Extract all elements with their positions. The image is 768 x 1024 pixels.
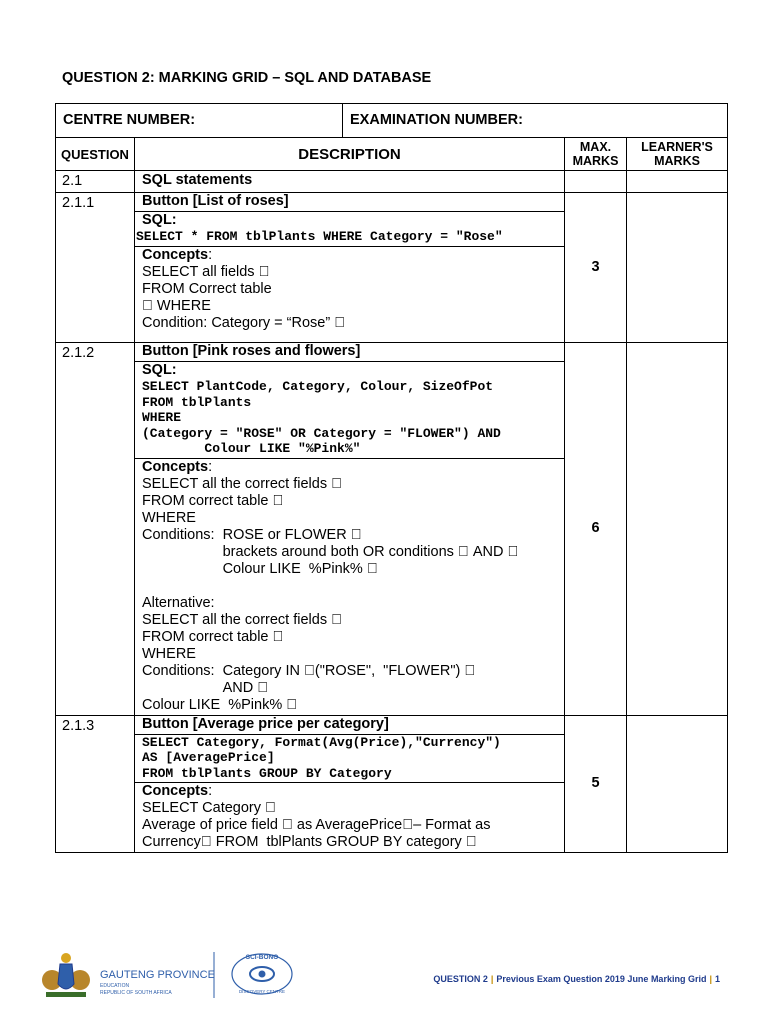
centre-number-label: CENTRE NUMBER: [56,104,343,138]
page-number: 1 [714,974,720,984]
learner-marks-cell [627,715,728,853]
sql-label: SQL: [142,212,177,228]
question-description [135,343,565,716]
footer-separator: | [490,974,494,984]
concepts-text: SELECT Category Average of price field as AveragePrice – Format as Currency FROM tblPlants GROUP BY category [142,800,477,850]
concepts-label: Concepts [142,458,209,475]
section-heading: SQL statements [135,171,565,193]
max-marks: 6 [565,343,627,716]
learner-marks-cell [627,193,728,343]
col-max-marks: MAX. MARKS [565,138,627,171]
scibono-bottom-text: DISCOVERY CENTRE [238,989,286,994]
scibono-top-text: SCI-BONO [245,954,279,961]
sql-block [135,212,564,247]
sql-block [135,362,564,459]
footer-separator: | [709,974,712,984]
concepts-block: Concepts: SELECT Category Average of price field as AveragePrice – Format as Currency FROM tblPlants GROUP BY category [135,783,564,852]
province-name: GAUTENG PROVINCE [100,969,215,981]
question-number: 2.1.2 [56,343,135,716]
concepts-label: Concepts [142,783,209,799]
sql-code: SELECT Category, Format(Avg(Price),"Currency") AS [AveragePrice] FROM tblPlants GROUP BY Category [142,734,501,781]
gauteng-crest-icon [38,950,298,1002]
sql-block [135,735,564,784]
concepts-text: SELECT all fields FROM Correct table WHERE Condition: Category = “Rose” [142,263,331,331]
department-name: EDUCATION [100,983,130,989]
country-name: REPUBLIC OF SOUTH AFRICA [100,990,172,996]
button-heading: Button [Average price per category] [135,716,564,735]
question-description [135,715,565,853]
col-question: QUESTION [56,138,135,171]
footer-caption [433,974,720,984]
question-number: 2.1.1 [56,193,135,343]
section-number: 2.1 [56,171,135,193]
concepts-text: SELECT all the correct fields FROM correct table WHERE Conditions: ROSE or FLOWER brackets around both OR conditions AND Colour LIKE %Pink% Alternative: SELECT all the correct fields FROM correct table WHERE Conditions: Category IN ("ROSE", "FLOWER") AND Colour LIKE %Pink% [142,475,496,713]
question-number: 2.1.3 [56,715,135,853]
sql-label: SQL: [142,362,177,378]
exam-number-label: EXAMINATION NUMBER: [343,104,728,138]
sql-code: SELECT PlantCode, Category, Colour, SizeOfPot FROM tblPlants WHERE (Category = "ROSE" OR Category = "FLOWER") AND Colour LIKE "%Pink%" [142,379,501,456]
learner-marks-cell [627,343,728,716]
marking-grid [55,103,728,853]
button-heading: Button [List of roses] [135,193,564,212]
concepts-label: Concepts [142,246,209,263]
page-title: QUESTION 2: MARKING GRID – SQL AND DATABASE [62,70,432,86]
question-description [135,193,565,343]
footer-description: Previous Exam Question 2019 June Marking Grid [496,974,707,984]
max-marks: 3 [565,193,627,343]
col-description: DESCRIPTION [135,138,565,171]
footer-logos [38,950,298,1002]
footer-question: QUESTION 2 [433,974,488,984]
col-learner-marks: LEARNER'S MARKS [627,138,728,171]
max-marks: 5 [565,715,627,853]
concepts-block: Concepts: SELECT all fields FROM Correct table WHERE Condition: Category = “Rose” [135,247,564,333]
sql-code: SELECT * FROM tblPlants WHERE Category = "Rose" [136,229,503,244]
button-heading: Button [Pink roses and flowers] [135,343,564,362]
concepts-block: Concepts: SELECT all the correct fields FROM correct table WHERE Conditions: ROSE or FLOWER brackets around both OR conditions AND Colour LIKE %Pink% Alternative: SELECT all the correct fields FROM correct table WHERE Conditions: Category IN ("ROSE", "FLOWER") AND Colour LIKE %Pink% [135,459,564,715]
